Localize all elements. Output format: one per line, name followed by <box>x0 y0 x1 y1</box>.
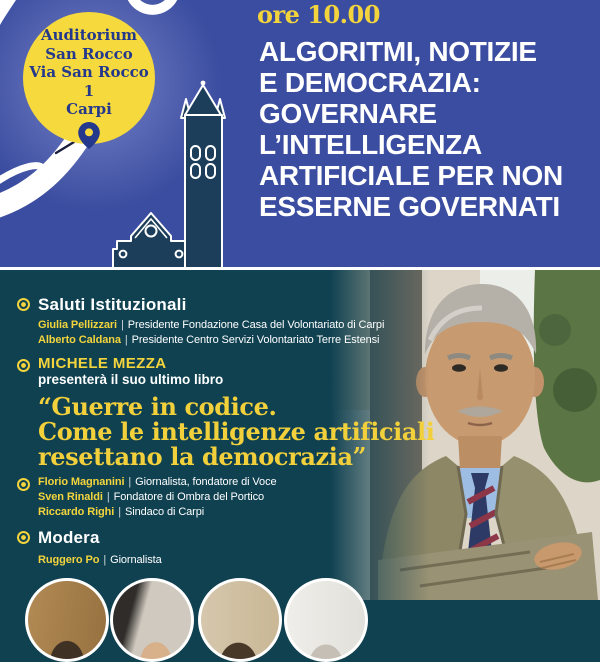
person-role: Giornalista <box>110 554 162 566</box>
person-role: Presidente Centro Servizi Volontariato Terre Estensi <box>131 334 380 346</box>
venue-line: Auditorium <box>40 26 138 44</box>
person-name: Ruggero Po <box>38 554 100 566</box>
people-list <box>38 553 448 568</box>
person-name: Riccardo Righi <box>38 506 115 518</box>
separator: | <box>124 334 128 346</box>
bullet-target-icon <box>17 531 30 544</box>
person-name: Florio Magnanini <box>38 476 125 488</box>
person-row <box>38 318 448 333</box>
person-name: Alberto Caldana <box>38 334 121 346</box>
location-pin-icon <box>78 122 100 149</box>
venue-line: Via San Rocco 1 <box>29 63 149 100</box>
book-title-line: Come le intelligenze artificiali <box>38 417 435 446</box>
person-row <box>38 505 448 520</box>
event-title-line: GOVERNARE <box>259 98 437 129</box>
event-title-line: ESSERNE GOVERNATI <box>259 191 560 222</box>
section-modera <box>17 528 448 568</box>
person-row <box>38 475 448 490</box>
section-heading: Modera <box>38 528 100 547</box>
separator: | <box>103 554 107 566</box>
book-title-line: resettano la democrazia” <box>38 442 367 471</box>
section-ospiti <box>17 475 448 520</box>
section-saluti-istituzionali <box>17 295 448 348</box>
people-list <box>38 475 448 520</box>
speaker-subtitle: presenterà il suo ultimo libro <box>38 372 224 387</box>
venue-bubble <box>23 12 155 144</box>
person-role: Fondatore di Ombra del Portico <box>113 491 265 503</box>
person-role: Presidente Fondazione Casa del Volontariato di Carpi <box>127 319 385 331</box>
person-name: Sven Rinaldi <box>38 491 103 503</box>
header-divider-line <box>0 267 600 270</box>
person-row <box>38 553 448 568</box>
header-banner <box>0 0 600 268</box>
event-time: ore 10.00 <box>257 0 380 29</box>
section-heading: Saluti Istituzionali <box>38 295 187 314</box>
speaker-photo-3 <box>198 578 282 662</box>
speaker-name: MICHELE MEZZA <box>38 355 167 372</box>
event-title-line: ARTIFICIALE PER NON <box>259 160 563 191</box>
speaker-photo-4 <box>284 578 368 662</box>
person-name: Giulia Pellizzari <box>38 319 117 331</box>
book-title-line: “Guerre in codice. <box>38 392 277 421</box>
bullet-target-icon <box>17 359 30 372</box>
separator: | <box>121 319 124 331</box>
event-title <box>259 36 589 222</box>
book-title <box>38 394 448 469</box>
separator: | <box>106 491 110 503</box>
bullet-target-icon <box>17 298 30 311</box>
program-section <box>0 270 600 600</box>
bullet-target-icon <box>17 478 30 491</box>
person-role: Giornalista, fondatore di Voce <box>135 476 277 488</box>
event-title-line: E DEMOCRAZIA: <box>259 67 481 98</box>
venue-line: Carpi <box>66 100 112 118</box>
event-title-line: ALGORITMI, NOTIZIE <box>259 36 537 67</box>
person-row <box>38 490 448 505</box>
separator: | <box>128 476 132 488</box>
person-role: Sindaco di Carpi <box>125 506 205 518</box>
people-list <box>38 318 448 348</box>
person-row <box>38 333 448 348</box>
section-presentazione-libro <box>17 356 448 469</box>
speaker-photo-1 <box>25 578 109 662</box>
venue-line: San Rocco <box>45 44 133 63</box>
separator: | <box>118 506 121 518</box>
event-title-line: L’INTELLIGENZA <box>259 129 482 160</box>
speaker-photo-2 <box>110 578 194 662</box>
